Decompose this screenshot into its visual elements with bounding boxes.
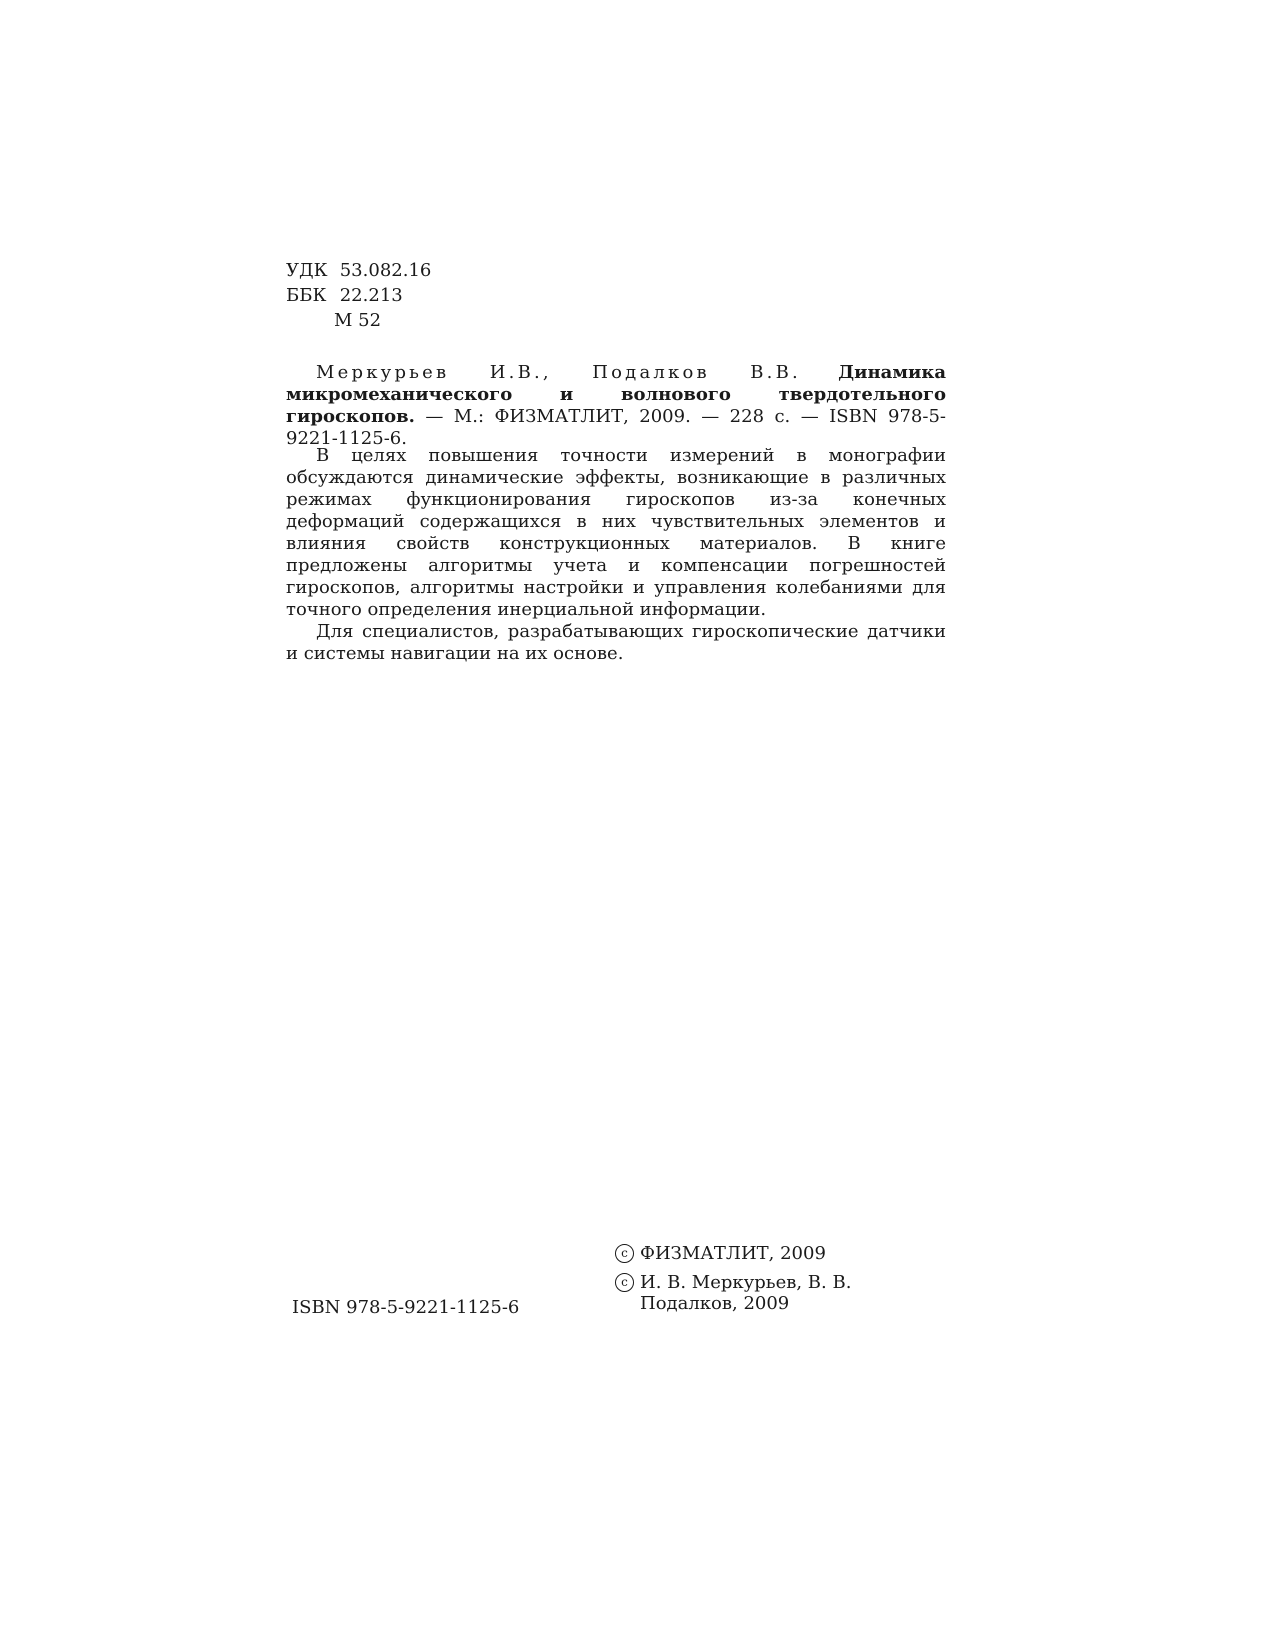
bbk-label: ББК bbox=[286, 285, 327, 306]
bbk-value: 22.213 bbox=[339, 285, 403, 306]
bbk-row bbox=[286, 283, 431, 308]
annotation bbox=[286, 445, 946, 665]
isbn: ISBN 978-5-9221-1125-6 bbox=[292, 1297, 520, 1318]
copyright-icon: c bbox=[615, 1244, 634, 1263]
bibliographic-record bbox=[286, 362, 946, 450]
copyright-block bbox=[615, 1243, 945, 1322]
udk-label: УДК bbox=[286, 260, 328, 281]
copyright-publisher-text: ФИЗМАТЛИТ, 2009 bbox=[640, 1243, 826, 1264]
copyright-authors-text: И. В. Меркурьев, В. В. Подалков, 2009 bbox=[640, 1272, 852, 1314]
copyright-icon: c bbox=[615, 1273, 634, 1292]
record-imprint: — М.: ФИЗМАТЛИТ, 2009. — 228 с. — ISBN 978-5-9221-1125-6. bbox=[286, 406, 946, 449]
copyright-authors bbox=[615, 1272, 945, 1314]
annotation-audience: Для специалистов, разрабатывающих гироскопические датчики и системы навигации на их основе. bbox=[286, 621, 946, 664]
record-title: Динамика микромеханического и волнового твердотельного гироскопов. bbox=[286, 362, 946, 427]
copyright-publisher bbox=[615, 1243, 945, 1264]
author-sign: М 52 bbox=[334, 310, 382, 331]
annotation-paragraph: В целях повышения точности измерений в монографии обсуждаются динамические эффекты, возникающие в различных режимах функционирования гироскопов из-за конечных деформаций содержащихся в них чувствительных элементов и влияния свойств конструкционных материалов. В книге предложены алгоритмы учета и компенсации погрешностей гироскопов, алгоритмы настройки и управления колебаниями для точного определения инерциальной информации. bbox=[286, 445, 946, 620]
classification-block bbox=[286, 258, 431, 333]
udk-value: 53.082.16 bbox=[339, 260, 432, 281]
record-authors: Меркурьев И.В., Подалков В.В. bbox=[316, 362, 801, 383]
udk-row bbox=[286, 258, 431, 283]
